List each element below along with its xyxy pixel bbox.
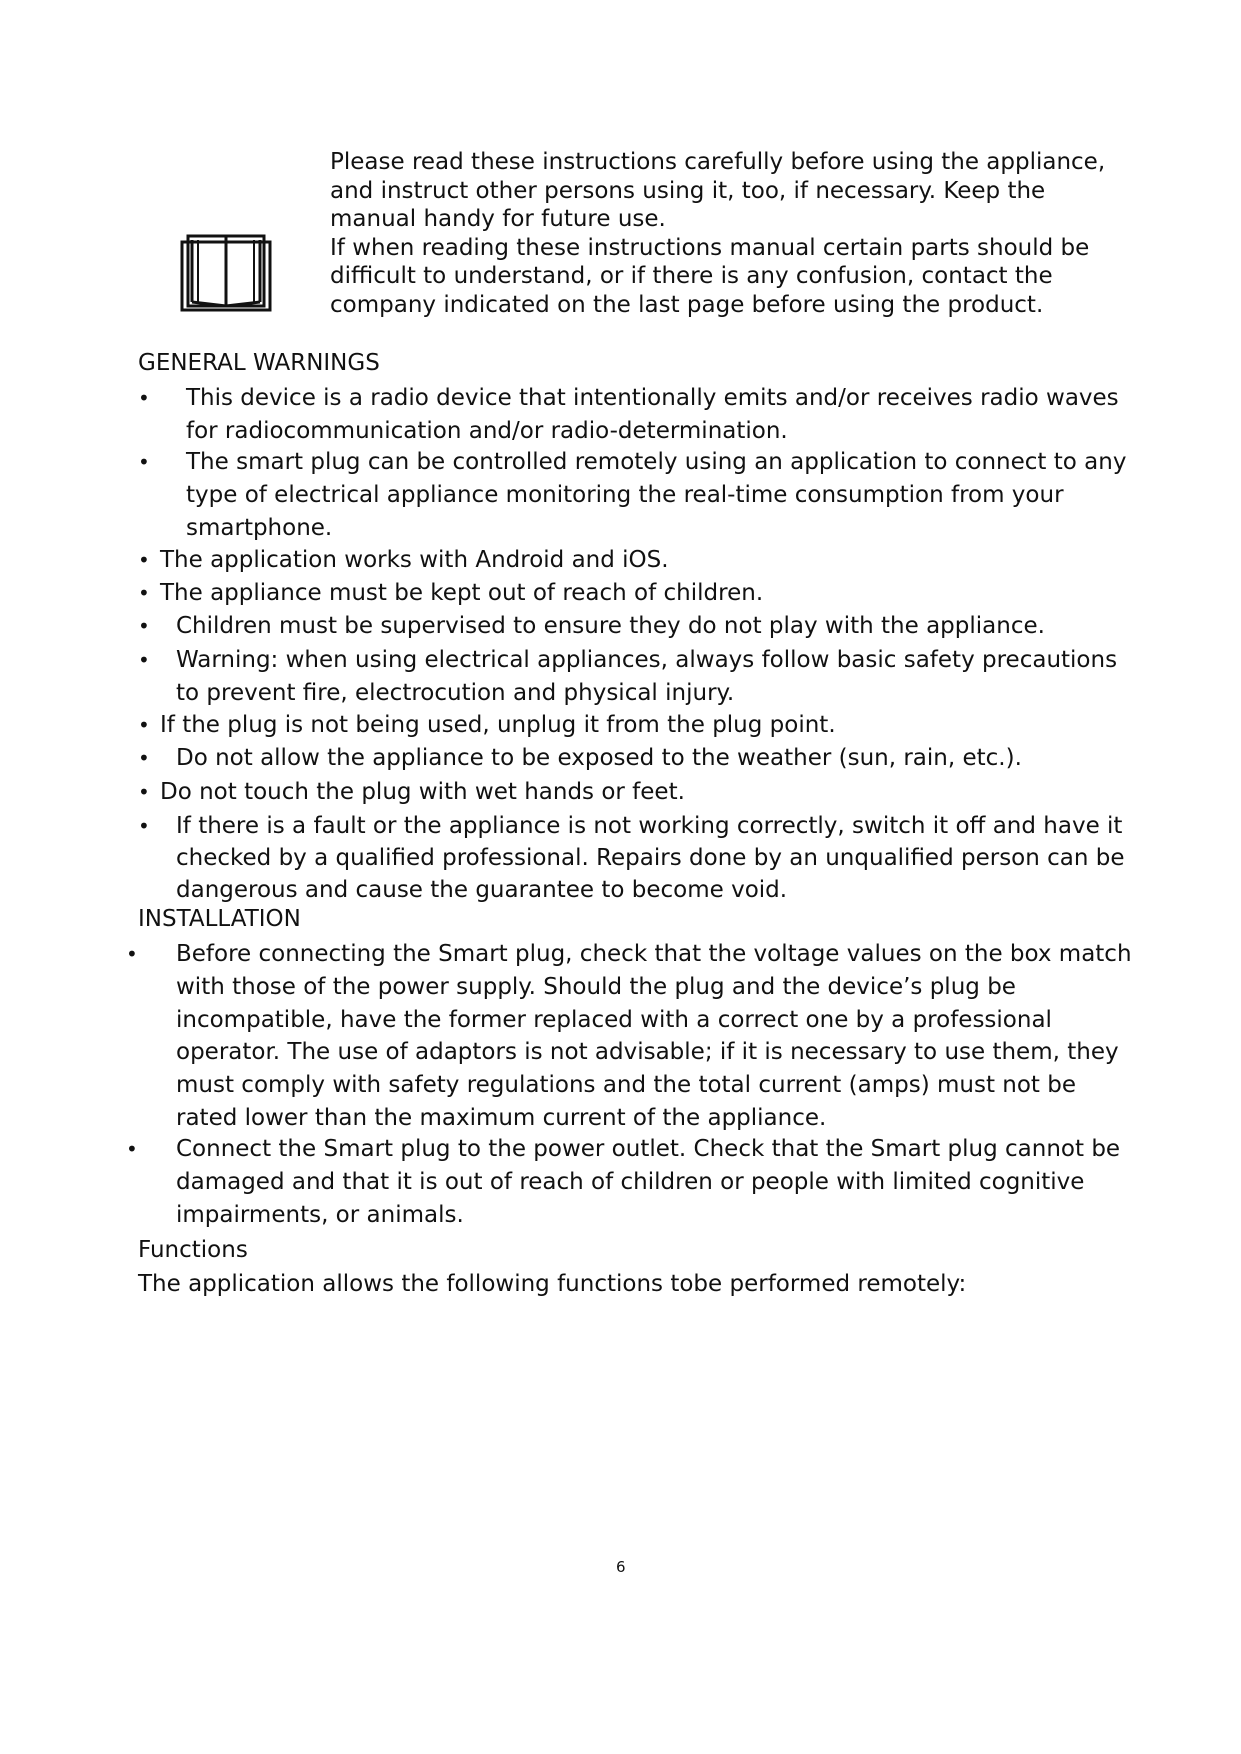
general-warnings-heading: GENERAL WARNINGS — [138, 350, 380, 376]
bullet-marker: • — [138, 814, 150, 838]
bullet-marker: • — [138, 548, 150, 572]
installation-text: Before connecting the Smart plug, check that the voltage values on the box match with those of the power supply. Should the plug and the device’s plug be incompatible, have the former replaced with a correct one by a professional operator. The use of adaptors is not advisable; if it is necessary to use them, they must comply with safety regulations and the total current (amps) must not be rated lower than the maximum current of the appliance. — [176, 941, 1132, 1131]
page-number: 6 — [616, 1558, 626, 1576]
warning-text: Children must be supervised to ensure they do not play with the appliance. — [176, 613, 1045, 639]
warning-text: This device is a radio device that intentionally emits and/or receives radio waves for radiocommunication and/or radio-determination. — [186, 385, 1119, 444]
warning-text: The appliance must be kept out of reach of children. — [160, 580, 764, 606]
functions-text: The application allows the following functions tobe performed remotely: — [138, 1271, 967, 1297]
bullet-marker: • — [138, 386, 150, 410]
warning-text: The smart plug can be controlled remotely using an application to connect to any type of electrical appliance monitoring the real-time consumption from your smartphone. — [186, 449, 1127, 541]
warning-text: The application works with Android and iOS. — [160, 547, 669, 573]
installation-heading: INSTALLATION — [138, 906, 301, 932]
warning-text: If there is a fault or the appliance is not working correctly, switch it off and have it checked by a qualified professional. Repairs done by an unqualified person can be dangerous and cause the guarantee to become void. — [176, 813, 1125, 903]
warning-text: Do not touch the plug with wet hands or feet. — [160, 779, 685, 805]
warning-text: If the plug is not being used, unplug it from the plug point. — [160, 712, 836, 738]
bullet-marker: • — [138, 614, 150, 638]
bullet-marker: • — [126, 1137, 138, 1161]
bullet-marker: • — [138, 648, 150, 672]
bullet-marker: • — [138, 713, 150, 737]
bullet-marker: • — [126, 942, 138, 966]
open-book-icon — [178, 232, 274, 314]
bullet-marker: • — [138, 581, 150, 605]
installation-text: Connect the Smart plug to the power outlet. Check that the Smart plug cannot be damaged and that it is out of reach of children or people with limited cognitive impairments, or animals. — [176, 1136, 1121, 1228]
intro-paragraph-2: If when reading these instructions manual certain parts should be difficult to understand, or if there is any confusion, contact the company indicated on the last page before using the product. — [330, 234, 1090, 318]
intro-text — [330, 148, 1130, 319]
bullet-marker: • — [138, 450, 150, 474]
bullet-marker: • — [138, 746, 150, 770]
warning-text: Warning: when using electrical appliances, always follow basic safety precautions to prevent fire, electrocution and physical injury. — [176, 647, 1118, 706]
warning-text: Do not allow the appliance to be exposed to the weather (sun, rain, etc.). — [176, 745, 1022, 771]
bullet-marker: • — [138, 780, 150, 804]
functions-heading: Functions — [138, 1237, 248, 1263]
intro-paragraph-1: Please read these instructions carefully before using the appliance, and instruct other persons using it, too, if necessary. Keep the manual handy for future use. — [330, 149, 1106, 232]
